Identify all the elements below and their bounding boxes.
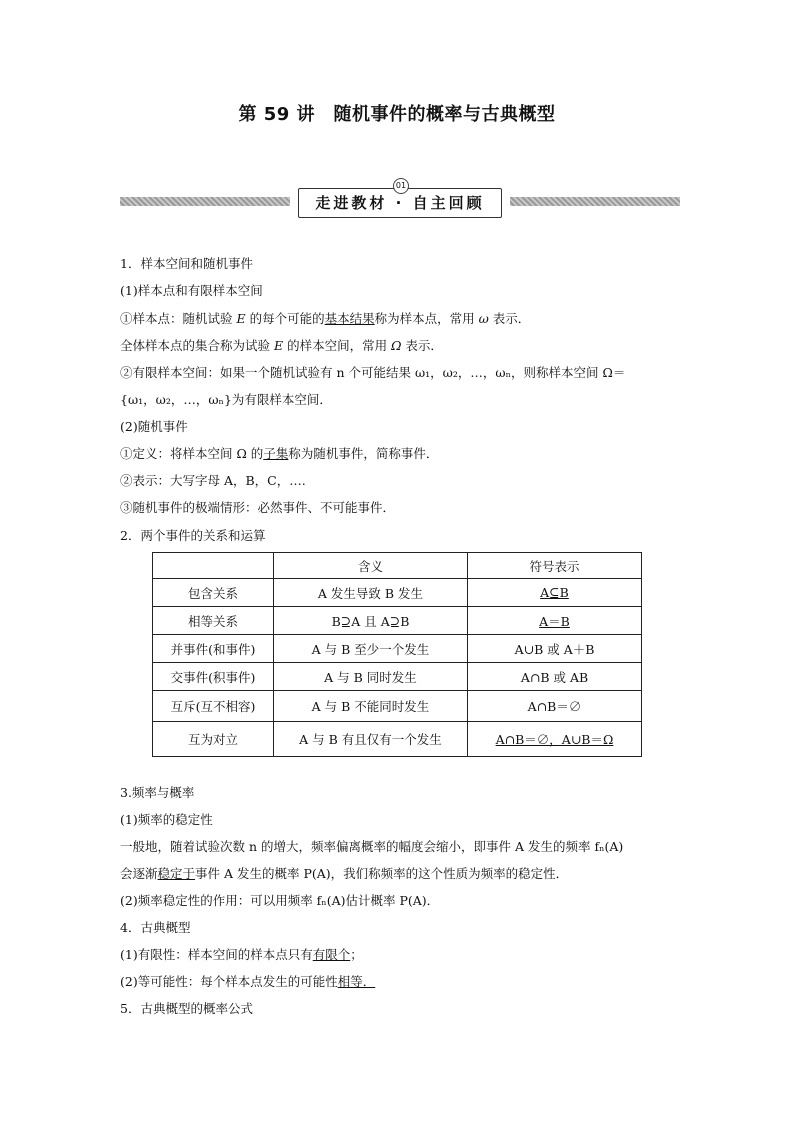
line-sample-point [120, 311, 530, 327]
text-part: 的每个可能的 [245, 311, 325, 326]
heading-1: 1．样本空间和随机事件 [120, 256, 253, 271]
table-cell: 并事件(和事件) [153, 635, 274, 663]
table-cell: 互为对立 [153, 722, 274, 757]
banner-stripe-left [120, 197, 290, 206]
line-extremes: ③随机事件的极端情形：必然事件、不可能事件． [120, 500, 396, 515]
heading-2: 2．两个事件的关系和运算 [120, 528, 266, 543]
table-header-row [153, 553, 642, 579]
math-E: E [273, 338, 284, 353]
heading-5: 5．古典概型的概率公式 [120, 1001, 253, 1016]
line-sample-space [120, 338, 443, 354]
underlined-answer: A⊆B [540, 585, 569, 600]
underlined-answer: A∩B＝∅，A∪B＝Ω [495, 732, 614, 747]
text-part: 称为样本点，常用 [374, 311, 479, 326]
table-cell: A 与 B 至少一个发生 [274, 635, 468, 663]
subheading-3-1: (1)频率的稳定性 [120, 812, 213, 827]
text-part: ①定义：将样本空间 Ω 的 [120, 446, 264, 461]
underlined-answer: 有限个 [312, 947, 351, 962]
line-stability-cont [120, 866, 568, 882]
subheading-1-1: (1)样本点和有限样本空间 [120, 283, 263, 298]
table-row [153, 663, 642, 691]
table-cell: A 与 B 有且仅有一个发生 [274, 722, 468, 757]
line-equal-likelihood [120, 974, 375, 990]
table-cell: A 与 B 同时发生 [274, 663, 468, 691]
text-part: ； [350, 947, 363, 962]
text-part: (1)有限性：样本空间的样本点只有 [120, 947, 313, 962]
table-cell: 包含关系 [153, 579, 274, 607]
text-part: 称为随机事件，简称事件． [288, 446, 439, 461]
underlined-answer: 子集 [263, 446, 289, 461]
heading-3: 3.频率与概率 [120, 785, 195, 800]
table-row [153, 579, 642, 607]
math-omega: ω [478, 311, 489, 326]
line-definition [120, 446, 438, 462]
underlined-answer: 基本结果 [324, 311, 375, 326]
table-cell: A∩B 或 AB [468, 663, 642, 691]
text-part: 会逐渐 [120, 866, 158, 881]
table-header: 含义 [274, 553, 468, 579]
table-row [153, 635, 642, 663]
line-finite-space: ②有限样本空间：如果一个随机试验有 n 个可能结果 ω₁，ω₂，…，ωₙ，则称样本空间 Ω＝ [120, 365, 626, 380]
underlined-answer: A＝B [539, 613, 570, 629]
math-Omega: Ω [391, 338, 402, 353]
line-finiteness [120, 947, 363, 963]
table-cell: 交事件(积事件) [153, 663, 274, 691]
underlined-answer: 相等． [337, 974, 376, 989]
banner-number: 01 [393, 178, 409, 194]
table-row [153, 607, 642, 635]
math-E: E [236, 311, 246, 326]
table-cell: A∪B 或 A＋B [468, 635, 642, 663]
table-cell: 相等关系 [153, 607, 274, 635]
text-part: ①样本点：随机试验 [120, 311, 237, 326]
page-title: 第 59 讲 随机事件的概率与古典概型 [238, 104, 556, 125]
table-header [153, 553, 274, 579]
table-cell [468, 722, 642, 757]
table-cell [468, 579, 642, 607]
underlined-answer: 稳定于 [157, 866, 196, 881]
table-cell: 互斥(互不相容) [153, 691, 274, 722]
text-part: 的样本空间，常用 [283, 338, 392, 353]
heading-4: 4．古典概型 [120, 920, 191, 935]
text-part: 全体样本点的集合称为试验 [120, 338, 274, 353]
table-cell: A 与 B 不能同时发生 [274, 691, 468, 722]
table-cell [468, 607, 642, 635]
line-notation: ②表示：大写字母 A，B，C，…. [120, 473, 306, 488]
table-cell: A∩B＝∅ [468, 691, 642, 722]
table-row [153, 691, 642, 722]
text-part: 表示． [488, 311, 531, 326]
line-finite-space-cont: {ω₁，ω₂，…，ωₙ}为有限样本空间． [120, 392, 332, 407]
text-part: (2)等可能性：每个样本点发生的可能性 [120, 974, 338, 989]
table-cell: A 发生导致 B 发生 [274, 579, 468, 607]
table-header: 符号表示 [468, 553, 642, 579]
banner-label: 走进教材 · 自主回顾 [298, 188, 502, 218]
banner-stripe-right [510, 197, 680, 206]
table-row [153, 722, 642, 757]
relations-table [152, 552, 642, 757]
table-cell: B⊇A 且 A⊇B [274, 607, 468, 635]
text-part: 事件 A 发生的概率 P(A)，我们称频率的这个性质为频率的稳定性． [195, 866, 569, 881]
line-stability: 一般地，随着试验次数 n 的增大，频率偏离概率的幅度会缩小，即事件 A 发生的频率 fₙ(A) [120, 839, 624, 854]
subheading-1-2: (2)随机事件 [120, 419, 188, 434]
section-banner [120, 178, 680, 218]
text-part: 表示． [401, 338, 443, 353]
line-stability-use: (2)频率稳定性的作用：可以用频率 fₙ(A)估计概率 P(A)． [120, 893, 440, 908]
